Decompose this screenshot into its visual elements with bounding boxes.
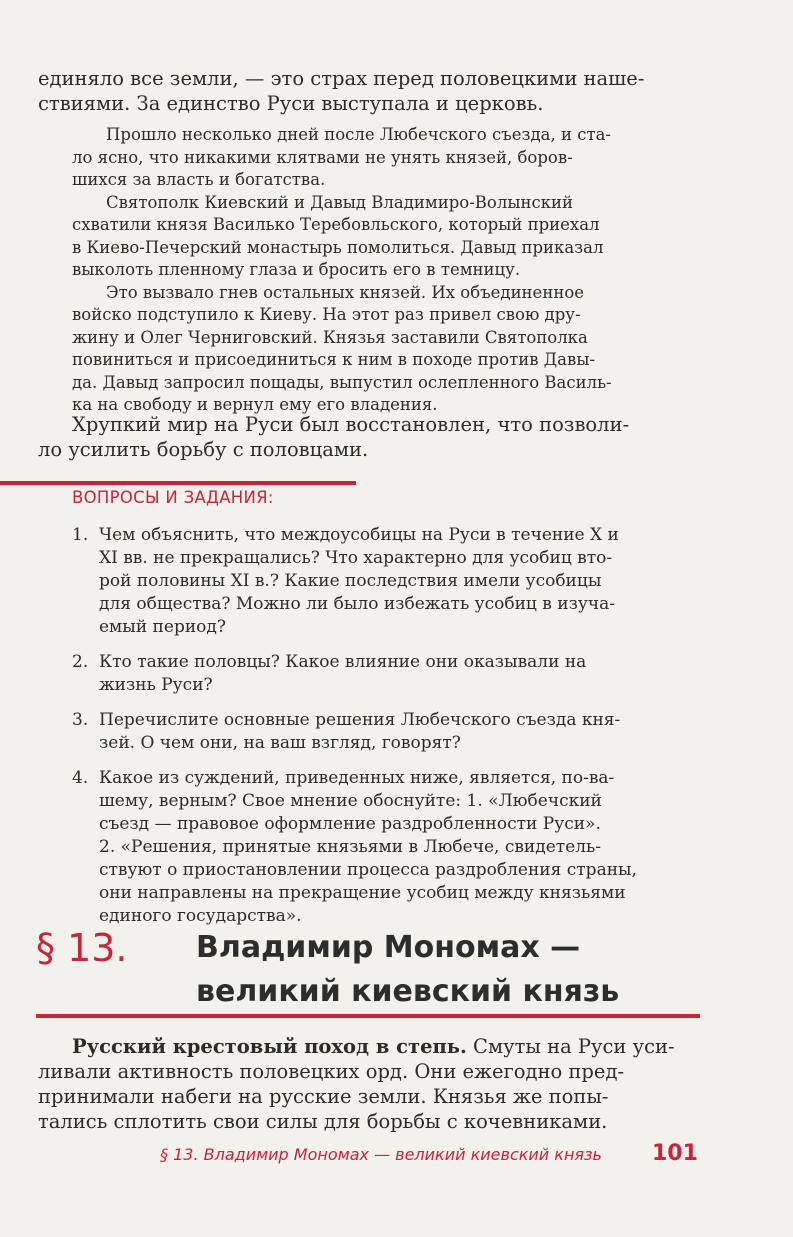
text-line: ствиями. За единство Руси выступала и церковь. xyxy=(38,92,544,115)
text-line: 2. «Решения, принятые князьями в Любече, свидетель- xyxy=(99,837,602,857)
text-line: в Киево-Печерский монастырь помолиться. Давыд приказал xyxy=(72,237,604,257)
questions-list xyxy=(72,524,700,940)
question-item-3 xyxy=(72,709,700,755)
text-line: войско подступило к Киеву. На этот раз привел свою дру- xyxy=(72,305,581,324)
story-paragraph-1 xyxy=(72,124,700,192)
section-divider xyxy=(36,1014,700,1018)
text-line: ло усилить борьбу с половцами. xyxy=(38,438,369,461)
questions-title: ВОПРОСЫ И ЗАДАНИЯ: xyxy=(72,488,274,507)
questions-divider xyxy=(0,481,356,485)
text-line: шихся за власть и богатства. xyxy=(72,170,326,189)
text-line: они направлены на прекращение усобиц между князьями xyxy=(99,883,626,903)
text-line: шему, верным? Свое мнение обоснуйте: 1. «Любечский xyxy=(99,791,602,811)
text-line: ствуют о приостановлении процесса раздробления страны, xyxy=(99,860,637,880)
question-item-4 xyxy=(72,767,700,928)
text-line: Чем объяснить, что междоусобицы на Руси в течение X и xyxy=(99,525,619,545)
question-item-1 xyxy=(72,524,700,639)
text-line: жину и Олег Черниговский. Князья заставили Святополка xyxy=(72,327,588,347)
text-line: единого государства». xyxy=(99,906,302,926)
text-line: Святополк Киевский и Давыд Владимиро-Волынский xyxy=(106,192,574,212)
text-line: емый период? xyxy=(99,617,226,637)
text-line: Это вызвало гнев остальных князей. Их объединенное xyxy=(106,282,585,302)
question-number: 2. xyxy=(72,652,89,672)
text-line: Прошло несколько дней после Любечского съезда, и ста- xyxy=(106,125,611,144)
peace-paragraph xyxy=(38,412,700,462)
text-line: жизнь Руси? xyxy=(99,675,213,695)
section-number: § 13. xyxy=(36,926,128,970)
section-title xyxy=(196,926,619,1014)
text-line: тались сплотить свои силы для борьбы с кочевниками. xyxy=(38,1110,608,1133)
story-paragraph-3 xyxy=(72,282,700,417)
text-line: ка на свободу и вернул ему его владения. xyxy=(72,395,438,414)
question-number: 4. xyxy=(72,768,89,788)
text-line: схватили князя Василько Теребовльского, который приехал xyxy=(72,215,600,234)
text-fragment: Смуты на Руси уси- xyxy=(466,1035,675,1058)
text-line: рой половины XI в.? Какие последствия имели усобицы xyxy=(99,571,602,591)
section-title-line-2: великий киевский князь xyxy=(196,974,620,1009)
question-item-2 xyxy=(72,651,700,697)
question-number: 3. xyxy=(72,710,89,730)
text-line: да. Давыд запросил пощады, выпустил ослепленного Василь- xyxy=(72,372,612,392)
text-line: XI вв. не прекращались? Что характерно для усобиц вто- xyxy=(99,548,613,568)
continuation-paragraph xyxy=(38,66,700,116)
text-line xyxy=(38,1034,700,1059)
text-line: для общества? Можно ли было избежать усобиц в изуча- xyxy=(99,594,615,614)
page-number: 101 xyxy=(652,1141,698,1166)
text-line: Перечислите основные решения Любечского съезда кня- xyxy=(99,710,621,730)
text-line: единяло все земли, — это страх перед половецкими наше- xyxy=(38,67,645,90)
text-line: принимали набеги на русские земли. Князья же попы- xyxy=(38,1085,609,1108)
question-number: 1. xyxy=(72,525,89,545)
section-title-line-1: Владимир Мономах — xyxy=(196,930,581,965)
subheading-lead: Русский крестовый поход в степь. xyxy=(72,1035,467,1058)
text-line: выколоть пленному глаза и бросить его в темницу. xyxy=(72,260,521,279)
text-line: ливали активность половецких орд. Они ежегодно пред- xyxy=(38,1060,625,1083)
story-block xyxy=(72,124,700,417)
text-line: съезд — правовое оформление раздробленности Руси». xyxy=(99,814,601,834)
text-line: зей. О чем они, на ваш взгляд, говорят? xyxy=(99,733,461,753)
story-paragraph-2 xyxy=(72,192,700,282)
crusade-paragraph xyxy=(38,1034,700,1134)
running-footer-title: § 13. Владимир Мономах — великий киевский князь xyxy=(160,1145,602,1164)
text-line: повиниться и присоединиться к ним в походе против Давы- xyxy=(72,350,596,369)
text-line: Хрупкий мир на Руси был восстановлен, что позволи- xyxy=(72,413,630,436)
text-line: ло ясно, что никакими клятвами не унять князей, боров- xyxy=(72,147,573,167)
text-line: Кто такие половцы? Какое влияние они оказывали на xyxy=(99,652,587,672)
text-line: Какое из суждений, приведенных ниже, является, по-ва- xyxy=(99,768,615,788)
